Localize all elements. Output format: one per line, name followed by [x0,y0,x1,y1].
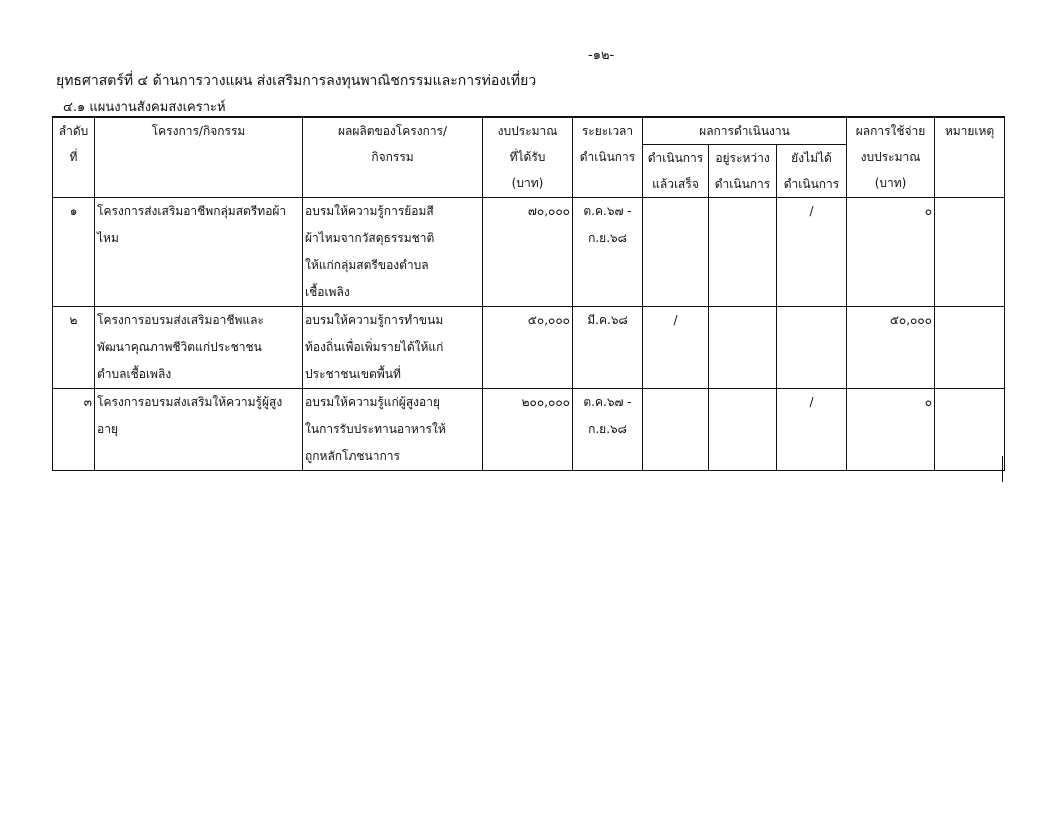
cell-done [643,389,709,471]
cell-not-started [777,307,847,389]
cell-budget: ๕๐,๐๐๐ [483,307,573,389]
cell-spending: ๐ [847,198,935,307]
plan-title: ๔.๑ แผนงานสังคมสงเคราะห์ [63,100,226,115]
cell-spending: ๕๐,๐๐๐ [847,307,935,389]
cell-output: อบรมให้ความรู้การย้อมสี ผ้าไหมจากวัสดุธรรมชาติ ให้แก่กลุ่มสตรีของตำบล เชื้อเพลิง [303,198,483,307]
cell-budget: ๒๐๐,๐๐๐ [483,389,573,471]
cell-no: ๓ [53,389,95,471]
header-project: โครงการ/กิจกรรม [95,117,303,198]
cell-output: อบรมให้ความรู้การทำขนม ท้องถิ่นเพื่อเพิ่มรายได้ให้แก่ ประชาชนเขตพื้นที่ [303,307,483,389]
cell-not-started: / [777,389,847,471]
header-period: ระยะเวลา ดำเนินการ [573,117,643,198]
cell-period: ต.ค.๖๗ - ก.ย.๖๘ [573,389,643,471]
cell-budget: ๗๐,๐๐๐ [483,198,573,307]
table-row [53,389,1005,471]
cell-not-started: / [777,198,847,307]
cell-done [643,198,709,307]
cell-project: โครงการอบรมส่งเสริมอาชีพและ พัฒนาคุณภาพชีวิตแก่ประชาชน ตำบลเชื้อเพลิง [95,307,303,389]
header-result-group: ผลการดำเนินงาน [643,117,847,145]
project-report-table [52,116,1005,471]
header-spending: ผลการใช้จ่าย งบประมาณ (บาท) [847,117,935,198]
header-no: ลำดับ ที่ [53,117,95,198]
strategy-title: ยุทธศาสตร์ที่ ๔ ด้านการวางแผน ส่งเสริมการลงทุนพาณิชกรรมและการท่องเที่ยว [56,73,537,89]
cell-remark [935,307,1005,389]
cell-spending: ๐ [847,389,935,471]
cell-output: อบรมให้ความรู้แก่ผู้สูงอายุ ในการรับประทานอาหารให้ ถูกหลักโภชนาการ [303,389,483,471]
cell-no: ๒ [53,307,95,389]
table-right-border-stub [1002,456,1003,482]
header-not-started: ยังไม่ได้ ดำเนินการ [777,145,847,198]
header-remark: หมายเหตุ [935,117,1005,198]
cell-remark [935,198,1005,307]
table-row [53,198,1005,307]
header-output: ผลผลิตของโครงการ/ กิจกรรม [303,117,483,198]
cell-period: มี.ค.๖๘ [573,307,643,389]
header-budget: งบประมาณ ที่ได้รับ (บาท) [483,117,573,198]
table-row [53,307,1005,389]
header-done: ดำเนินการ แล้วเสร็จ [643,145,709,198]
header-in-progress: อยู่ระหว่าง ดำเนินการ [709,145,777,198]
page-number: -๑๒- [588,48,615,63]
cell-in-progress [709,198,777,307]
cell-in-progress [709,307,777,389]
cell-remark [935,389,1005,471]
cell-done: / [643,307,709,389]
cell-period: ต.ค.๖๗ - ก.ย.๖๘ [573,198,643,307]
cell-no: ๑ [53,198,95,307]
cell-project: โครงการอบรมส่งเสริมให้ความรู้ผู้สูง อายุ [95,389,303,471]
cell-in-progress [709,389,777,471]
cell-project: โครงการส่งเสริมอาชีพกลุ่มสตรีทอผ้า ไหม [95,198,303,307]
